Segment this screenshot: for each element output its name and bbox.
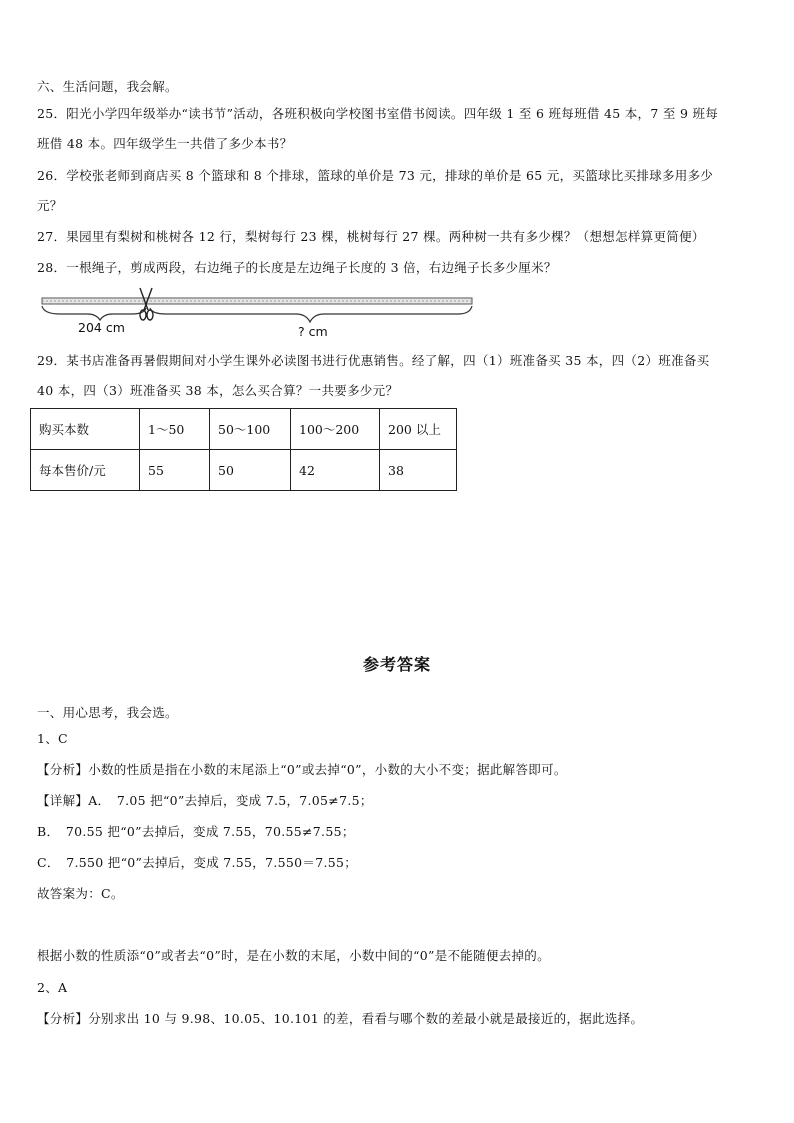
question-29-line1: 29．某书店准备再暑假期间对小学生课外必读图书进行优惠销售。经了解，四（1）班准备买 35 本，四（2）班准备买: [37, 353, 710, 368]
rope-left-label: 204 cm: [78, 320, 125, 335]
question-25-line2: 班借 48 本。四年级学生一共借了多少本书？: [37, 136, 293, 151]
answer-1-detail-a: 【详解】A． 7.05 把“0”去掉后，变成 7.5，7.05≠7.5；: [37, 793, 373, 808]
table-cell: 100～200: [291, 409, 380, 450]
rope-diagram: [40, 284, 480, 344]
answer-1-detail-c: C． 7.550 把“0”去掉后，变成 7.55，7.550＝7.55；: [37, 855, 358, 870]
table-cell: 50～100: [210, 409, 291, 450]
answers-title: 参考答案: [362, 655, 431, 674]
table-cell: 38: [380, 450, 457, 491]
table-row: [31, 450, 457, 491]
section6-heading: 六、生活问题，我会解。: [37, 79, 178, 94]
table-cell: 200 以上: [380, 409, 457, 450]
right-brace: [150, 306, 472, 322]
table-cell: 42: [291, 450, 380, 491]
question-27: 27．果园里有梨树和桃树各 12 行，梨树每行 23 棵，桃树每行 27 棵。两种树一共有多少棵？（想想怎样算更简便）: [37, 229, 705, 244]
table-cell: 1～50: [140, 409, 210, 450]
price-table: [30, 408, 457, 491]
table-row: [31, 409, 457, 450]
question-25-line1: 25．阳光小学四年级举办“读书节”活动，各班积极向学校图书室借书阅读。四年级 1 至 6 班每班借 45 本，7 至 9 班每: [37, 106, 719, 121]
question-29-line2: 40 本，四（3）班准备买 38 本，怎么买合算？一共要多少元？: [37, 383, 399, 398]
answer-1-conclusion: 故答案为：C。: [37, 886, 124, 901]
left-brace: [42, 306, 146, 320]
question-26-line2: 元？: [37, 198, 63, 213]
answer-2-analysis: 【分析】分别求出 10 与 9.98、10.05、10.101 的差，看看与哪个数的差最小就是最接近的，据此选择。: [37, 1011, 644, 1026]
answers-section1-heading: 一、用心思考，我会选。: [37, 705, 178, 720]
answer-1-analysis: 【分析】小数的性质是指在小数的末尾添上“0”或去掉“0”，小数的大小不变；据此解答即可。: [37, 762, 567, 777]
answer-2-label: 2、A: [37, 980, 68, 995]
table-cell: 每本售价/元: [31, 450, 140, 491]
table-cell: 50: [210, 450, 291, 491]
answer-1-note: 根据小数的性质添“0”或者去“0”时，是在小数的末尾，小数中间的“0”是不能随便去掉的。: [37, 948, 550, 963]
table-cell: 购买本数: [31, 409, 140, 450]
answer-1-label: 1、C: [37, 731, 68, 746]
question-28: 28．一根绳子，剪成两段，右边绳子的长度是左边绳子长度的 3 倍，右边绳子长多少厘米？: [37, 260, 557, 275]
rope-svg: [40, 284, 480, 344]
rope-right-label: ? cm: [298, 324, 328, 339]
answer-1-detail-b: B． 70.55 把“0”去掉后，变成 7.55，70.55≠7.55；: [37, 824, 355, 839]
table-cell: 55: [140, 450, 210, 491]
question-26-line1: 26．学校张老师到商店买 8 个篮球和 8 个排球，篮球的单价是 73 元，排球的单价是 65 元，买篮球比买排球多用多少: [37, 168, 714, 183]
